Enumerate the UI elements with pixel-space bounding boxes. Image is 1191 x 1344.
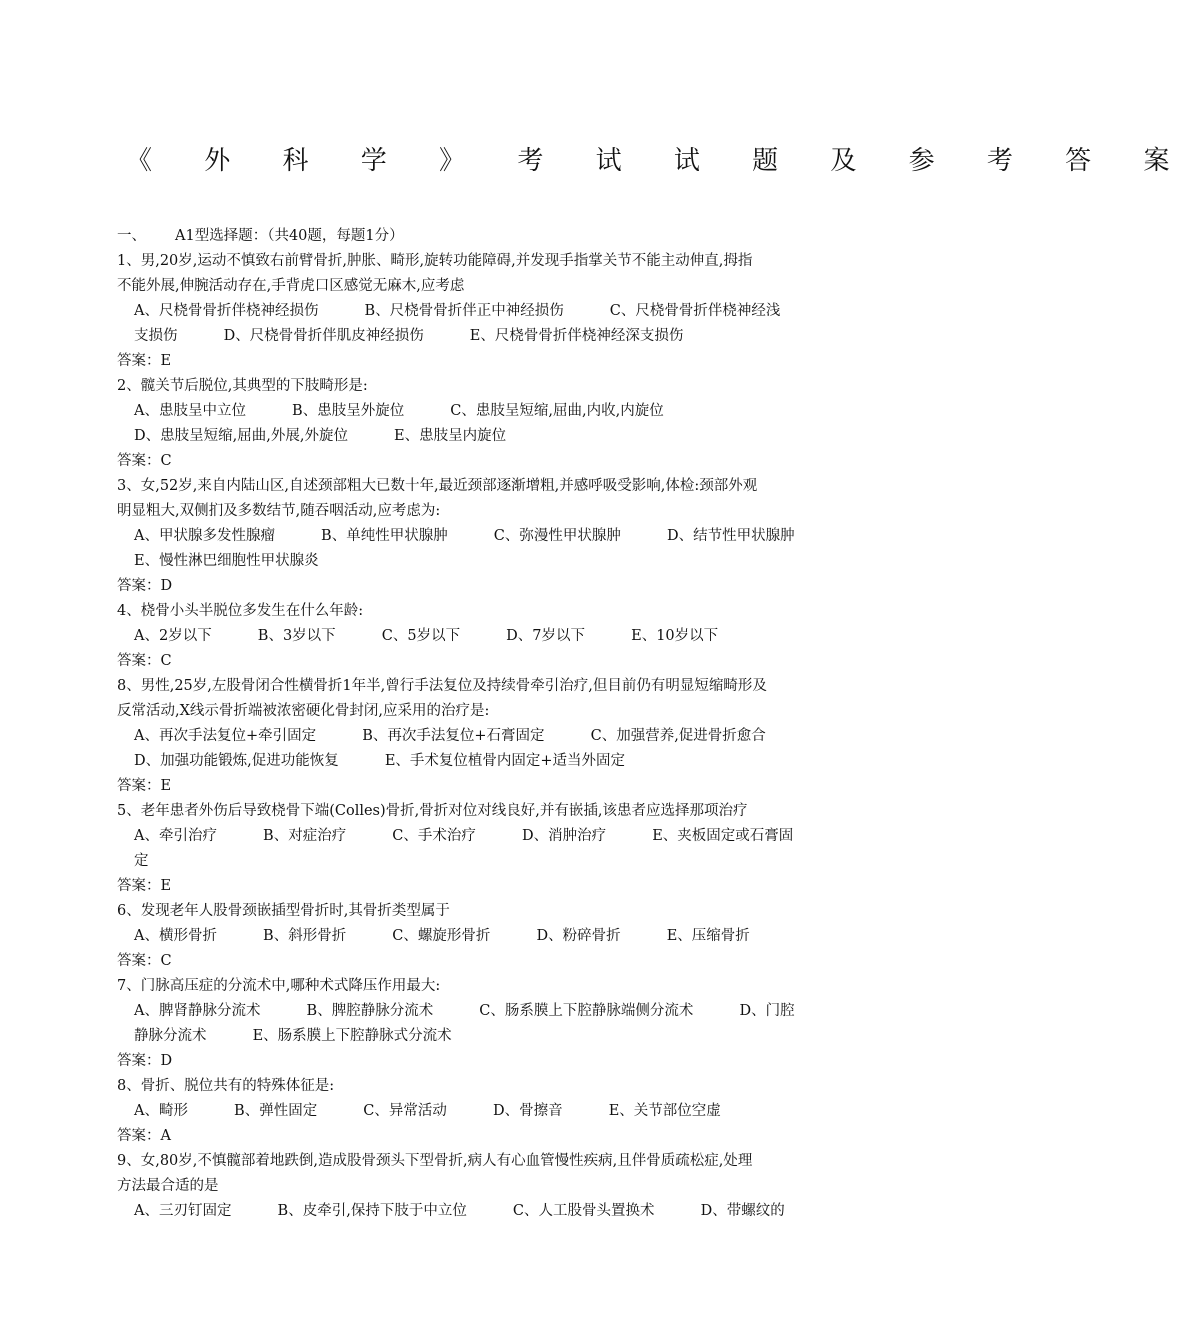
answer-options: A、畸形 B、弹性固定 C、异常活动 D、骨擦音 E、关节部位空虚	[134, 1103, 721, 1119]
question-text: 反常活动,X线示骨折端被浓密硬化骨封闭,应采用的治疗是:	[117, 703, 490, 719]
answer-options: D、加强功能锻炼,促进功能恢复 E、手术复位植骨内固定+适当外固定	[134, 753, 626, 769]
option-continuation: 支损伤 D、尺桡骨骨折伴肌皮神经损伤 E、尺桡骨骨折伴桡神经深支损伤	[134, 328, 684, 344]
answer-key: 答案：C	[117, 653, 172, 669]
answer-options: A、患肢呈中立位 B、患肢呈外旋位 C、患肢呈短缩,屈曲,内收,内旋位	[134, 403, 664, 419]
answer-options: D、患肢呈短缩,屈曲,外展,外旋位 E、患肢呈内旋位	[134, 428, 507, 444]
question-text: 6、发现老年人股骨颈嵌插型骨折时,其骨折类型属于	[117, 903, 450, 919]
section-number: 一、	[117, 228, 146, 244]
question-text: 方法最合适的是	[117, 1178, 219, 1194]
answer-options: A、尺桡骨骨折伴桡神经损伤 B、尺桡骨骨折伴正中神经损伤 C、尺桡骨骨折伴桡神经浅	[134, 303, 781, 319]
answer-options: A、三刃钉固定 B、皮牵引,保持下肢于中立位 C、人工股骨头置换术 D、带螺纹的	[134, 1203, 785, 1219]
answer-options: A、横形骨折 B、斜形骨折 C、螺旋形骨折 D、粉碎骨折 E、压缩骨折	[134, 928, 750, 944]
answer-options: A、2岁以下 B、3岁以下 C、5岁以下 D、7岁以下 E、10岁以下	[134, 628, 719, 644]
answer-options: A、甲状腺多发性腺瘤 B、单纯性甲状腺肿 C、弥漫性甲状腺肿 D、结节性甲状腺肿	[134, 528, 795, 544]
question-text: 4、桡骨小头半脱位多发生在什么年龄:	[117, 603, 364, 619]
question-text: 1、男,20岁,运动不慎致右前臂骨折,肿胀、畸形,旋转功能障碍,并发现手指掌关节不能主动伸直,拇指	[117, 253, 753, 269]
section-label: A1型选择题：（共40题，每题1分）	[175, 228, 404, 244]
document-title: 《 外 科 学 》 考 试 试 题 及 参 考 答 案	[126, 146, 1191, 176]
answer-options: A、脾肾静脉分流术 B、脾腔静脉分流术 C、肠系膜上下腔静脉端侧分流术 D、门腔	[134, 1003, 795, 1019]
answer-key: 答案：E	[117, 878, 172, 894]
question-text: 8、男性,25岁,左股骨闭合性横骨折1年半,曾行手法复位及持续骨牵引治疗,但目前仍有明显短缩畸形及	[117, 678, 767, 694]
answer-options: E、慢性淋巴细胞性甲状腺炎	[134, 553, 319, 569]
question-text: 7、门脉高压症的分流术中,哪种术式降压作用最大:	[117, 978, 441, 994]
answer-options: A、再次手法复位+牵引固定 B、再次手法复位+石膏固定 C、加强营养,促进骨折愈合	[134, 728, 766, 744]
exam-content	[117, 224, 842, 1224]
question-text: 明显粗大,双侧扪及多数结节,随吞咽活动,应考虑为:	[117, 503, 441, 519]
option-continuation: 定	[134, 853, 149, 869]
answer-key: 答案：C	[117, 953, 172, 969]
question-text: 9、女,80岁,不慎髋部着地跌倒,造成股骨颈头下型骨折,病人有心血管慢性疾病,且伴骨质疏松症,处理	[117, 1153, 753, 1169]
question-text: 不能外展,伸腕活动存在,手背虎口区感觉无麻木,应考虑	[117, 278, 465, 294]
option-continuation: 静脉分流术 E、肠系膜上下腔静脉式分流术	[134, 1028, 452, 1044]
answer-key: 答案：C	[117, 453, 172, 469]
question-list	[117, 249, 842, 1224]
question-text: 3、女,52岁,来自内陆山区,自述颈部粗大已数十年,最近颈部逐渐增粗,并感呼吸受影响,体检:颈部外观	[117, 478, 758, 494]
answer-key: 答案：A	[117, 1128, 171, 1144]
question-text: 2、髋关节后脱位,其典型的下肢畸形是:	[117, 378, 368, 394]
question-text: 5、老年患者外伤后导致桡骨下端(Colles)骨折,骨折对位对线良好,并有嵌插,该患者应选择那项治疗	[117, 803, 748, 819]
answer-key: 答案：D	[117, 1053, 173, 1069]
answer-options: A、牵引治疗 B、对症治疗 C、手术治疗 D、消肿治疗 E、夹板固定或石膏固	[134, 828, 794, 844]
section-heading	[117, 224, 842, 249]
answer-key: 答案：E	[117, 353, 172, 369]
answer-key: 答案：D	[117, 578, 173, 594]
question-text: 8、骨折、脱位共有的特殊体征是:	[117, 1078, 335, 1094]
answer-key: 答案：E	[117, 778, 172, 794]
